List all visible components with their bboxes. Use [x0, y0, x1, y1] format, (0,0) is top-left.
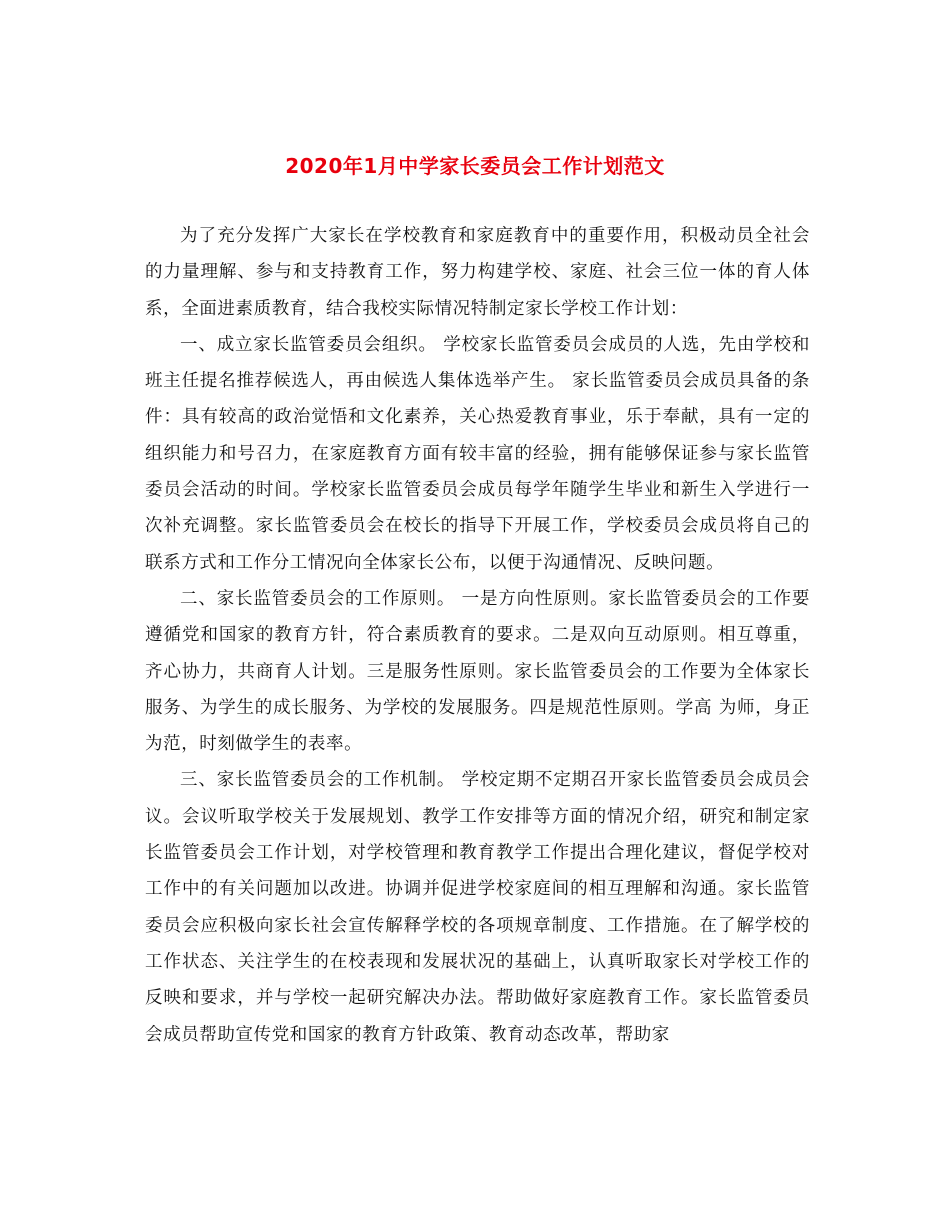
document-title: 2020年1月中学家长委员会工作计划范文 — [285, 154, 665, 179]
paragraph-section-1: 一、成立家长监管委员会组织。 学校家长监管委员会成员的人选，先由学校和班主任提名推荐候选人，再由候选人集体选举产生。 家长监管委员会成员具备的条件：具有较高的政治觉悟和文化素养，关心热爱教育事业，乐于奉献，具有一定的组织能力和号召力，在家庭教育方面有较丰富的经验，拥有能够保证参与家长监管委员会活动的时间。学校家长监管委员会成员每学年随学生毕业和新生入学进行一次补充调整。家长监管委员会在校长的指导下开展工作，学校委员会成员将自己的联系方式和工作分工情况向全体家长公布，以便于沟通情况、反映问题。 — [145, 334, 810, 573]
document-body — [145, 218, 810, 1053]
paragraph-intro: 为了充分发挥广大家长在学校教育和家庭教育中的重要作用，积极动员全社会的力量理解、参与和支持教育工作，努力构建学校、家庭、社会三位一体的育人体系，全面进素质教育，结合我校实际情况特制定家长学校工作计划： — [145, 226, 810, 319]
paragraph-section-3: 三、家长监管委员会的工作机制。 学校定期不定期召开家长监管委员会成员会议。会议听取学校关于发展规划、教学工作安排等方面的情况介绍，研究和制定家长监管委员会工作计划，对学校管理和教育教学工作提出合理化建议，督促学校对工作中的有关问题加以改进。协调并促进学校家庭间的相互理解和沟通。家长监管委员会应积极向家长社会宣传解释学校的各项规章制度、工作措施。在了解学校的工作状态、关注学生的在校表现和发展状况的基础上，认真听取家长对学校工作的反映和要求，并与学校一起研究解决办法。帮助做好家庭教育工作。家长监管委员会成员帮助宣传党和国家的教育方针政策、教育动态改革，帮助家 — [145, 770, 810, 1045]
paragraph-section-2: 二、家长监管委员会的工作原则。 一是方向性原则。家长监管委员会的工作要遵循党和国家的教育方针，符合素质教育的要求。二是双向互动原则。相互尊重，齐心协力，共商育人计划。三是服务性原则。家长监管委员会的工作要为全体家长服务、为学生的成长服务、为学校的发展服务。四是规范性原则。学高 为师，身正为范，时刻做学生的表率。 — [145, 588, 810, 755]
